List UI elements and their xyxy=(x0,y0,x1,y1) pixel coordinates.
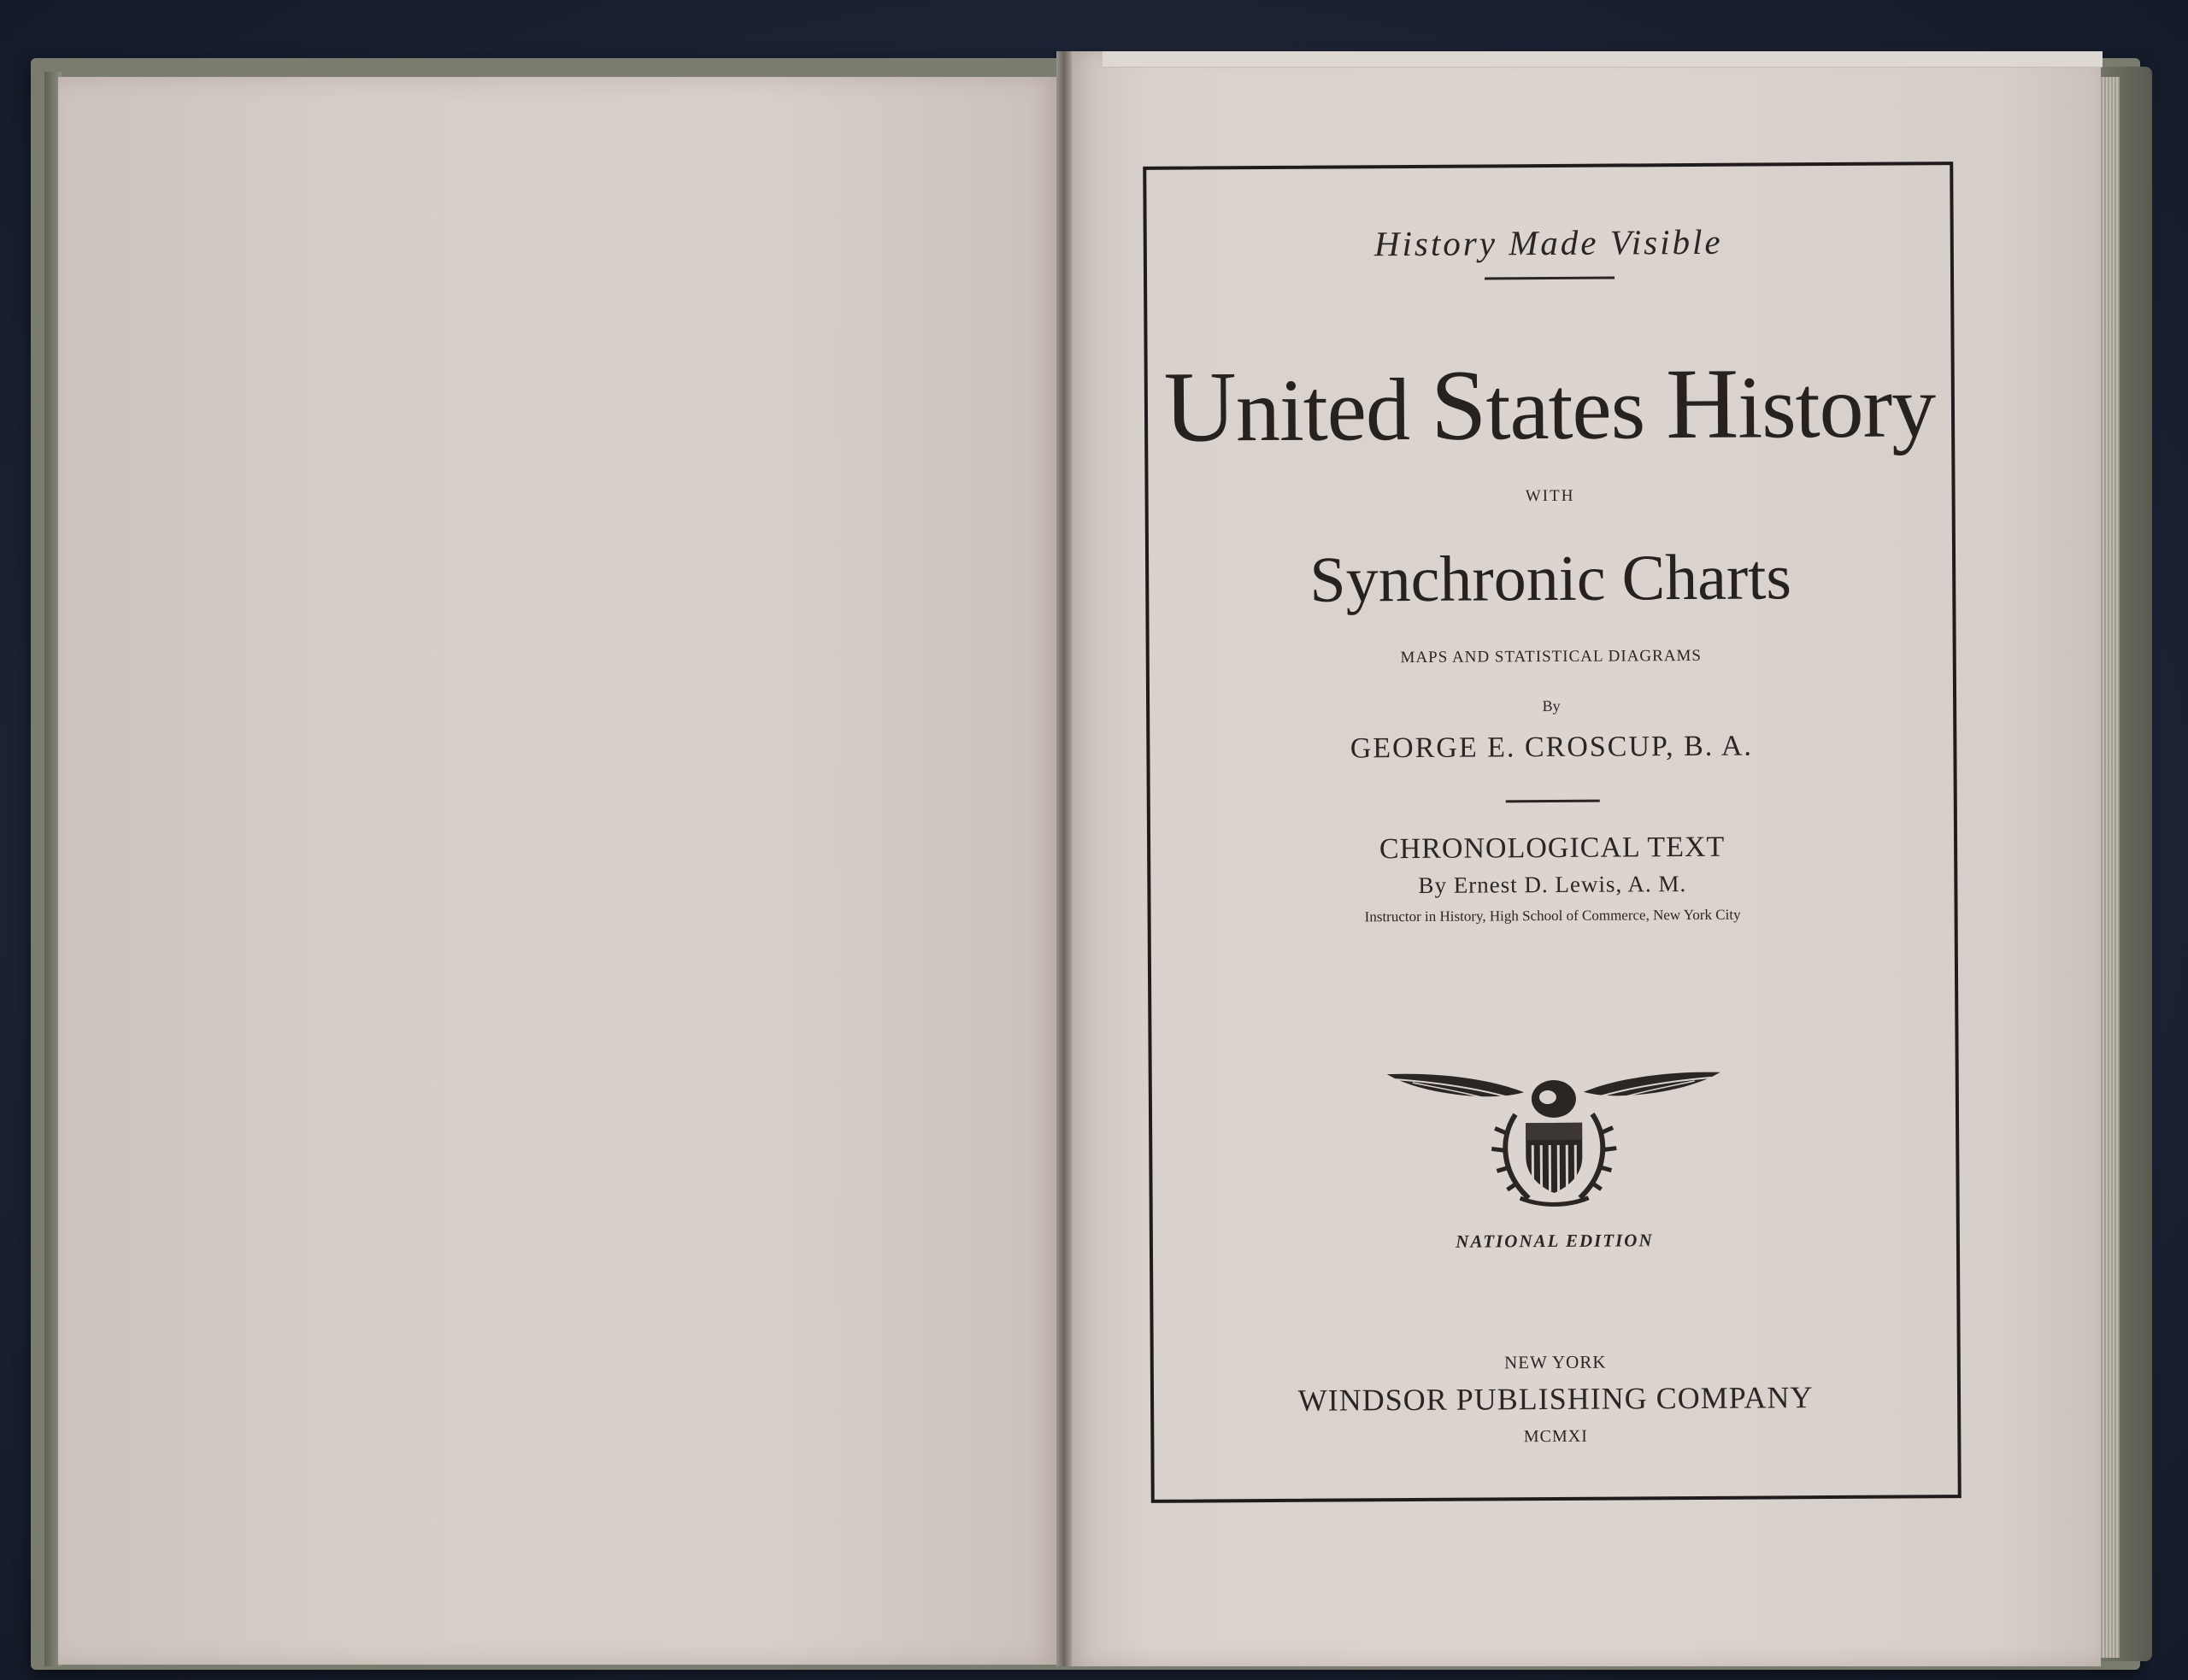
publisher-city: NEW YORK xyxy=(1503,1351,1607,1373)
connector-word: WITH xyxy=(1525,486,1575,506)
publisher-name: WINDSOR PUBLISHING COMPANY xyxy=(1297,1380,1814,1418)
main-title xyxy=(1148,344,1952,466)
main-title-rest-1: nited xyxy=(1235,360,1432,461)
title-frame xyxy=(1143,162,1962,1503)
edition: NATIONAL EDITION xyxy=(1456,1230,1654,1252)
main-title-rest-2: tates xyxy=(1485,359,1667,459)
left-endpaper xyxy=(58,77,1060,1665)
motto: History Made Visible xyxy=(1373,221,1723,264)
page-top-edge xyxy=(1103,51,2103,68)
eagle-shield-icon xyxy=(1379,1062,1730,1210)
section-author: By Ernest D. Lewis, A. M. xyxy=(1418,871,1687,898)
subtitle: Synchronic Charts xyxy=(1309,541,1792,616)
main-title-cap-2: S xyxy=(1430,349,1486,461)
subtitle-detail: MAPS AND STATISTICAL DIAGRAMS xyxy=(1400,646,1703,667)
book-gutter xyxy=(1056,51,1072,1666)
main-title-cap-1: U xyxy=(1163,350,1237,463)
main-title-rest-3: istory xyxy=(1737,357,1936,457)
title-content xyxy=(1146,165,1957,1500)
section-title: CHRONOLOGICAL TEXT xyxy=(1379,831,1726,866)
section-author-role: Instructor in History, High School of Commerce, New York City xyxy=(1364,906,1741,925)
divider-rule xyxy=(1485,277,1615,280)
main-title-cap-3: H xyxy=(1665,347,1738,461)
publication-year: MCMXI xyxy=(1523,1426,1588,1447)
author: GEORGE E. CROSCUP, B. A. xyxy=(1350,730,1754,765)
divider-rule-2 xyxy=(1506,800,1600,803)
by-label: By xyxy=(1542,696,1561,715)
